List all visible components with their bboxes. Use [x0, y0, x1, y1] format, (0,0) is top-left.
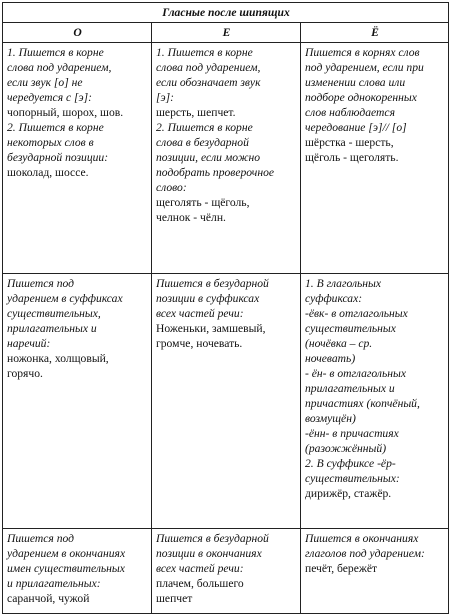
example-line: Ноженьки, замшевый, [156, 322, 266, 335]
cell-line: ночевать) [305, 352, 356, 365]
cell-yo-suffix [301, 274, 449, 529]
cell-o-ending [3, 529, 152, 614]
cell-line: подобрать проверочное [156, 166, 275, 179]
example-line: щёголь - щеголять. [305, 151, 399, 164]
example-line: челнок - чёлн. [156, 211, 226, 224]
table-row-root [3, 43, 449, 274]
column-header-e: Е [152, 23, 301, 43]
cell-line: изменении слова или [305, 76, 406, 89]
cell-line: существительных [305, 322, 396, 335]
cell-e-root [152, 43, 301, 274]
cell-line: Пишется в безударной [156, 277, 269, 290]
cell-line: Пишется под [7, 277, 75, 290]
cell-line: (ночёвка – ср. [305, 337, 373, 350]
cell-line: имен существительных [7, 562, 125, 575]
cell-line: - ён- в отглагольных [305, 367, 406, 380]
cell-line: Пишется в корнях слов [305, 46, 420, 59]
cell-line: позиции в суффиксах [156, 292, 260, 305]
cell-line: существительных, [7, 307, 101, 320]
example-line: громче, ночевать. [156, 337, 243, 350]
cell-line: 2. Пишется в корне [156, 121, 253, 134]
example-line: горячо. [7, 367, 43, 380]
example-line: шерсть, шепчет. [156, 106, 236, 119]
example-line: ножонка, холщовый, [7, 352, 109, 365]
cell-line: 1. Пишется в корне [7, 46, 104, 59]
example-line: дирижёр, стажёр. [305, 487, 392, 500]
cell-line: слово: [156, 181, 187, 194]
cell-line: Пишется в безударной [156, 532, 269, 545]
cell-o-suffix [3, 274, 152, 529]
cell-line: всех частей речи: [156, 307, 244, 320]
cell-line: -ёвк- в отглагольных [305, 307, 408, 320]
example-line: щеголять - щёголь, [156, 196, 250, 209]
example-line: печёт, бережёт [305, 562, 378, 575]
cell-line: [э]: [156, 91, 174, 104]
cell-line: и прилагательных: [7, 577, 101, 590]
cell-line: всех частей речи: [156, 562, 244, 575]
cell-line: слова под ударением, [7, 61, 112, 74]
column-header-yo: Ё [301, 23, 449, 43]
cell-yo-ending [301, 529, 449, 614]
cell-line: 1. Пишется в корне [156, 46, 253, 59]
example-line: чопорный, шорох, шов. [7, 106, 124, 119]
cell-o-root [3, 43, 152, 274]
cell-line: 2. В суффиксе -ёр- [305, 457, 396, 470]
cell-line: некоторых слов в [7, 136, 94, 149]
cell-line: наречий: [7, 337, 51, 350]
example-line: плачем, большего [156, 577, 244, 590]
cell-line: чередуется с [э]: [7, 91, 93, 104]
cell-line: прилагательных и [305, 382, 395, 395]
cell-line: под ударением, если при [305, 61, 424, 74]
example-line: шепчет [156, 592, 193, 605]
cell-line: позиции в окончаниях [156, 547, 262, 560]
cell-line: слов наблюдается [305, 106, 395, 119]
cell-line: слова в безударной [156, 136, 249, 149]
cell-line: 2. Пишется в корне [7, 121, 104, 134]
vowels-after-sibilants-table [2, 2, 449, 614]
cell-line: возмущён) [305, 412, 356, 425]
header-row [3, 23, 449, 43]
cell-line: если звук [о] не [7, 76, 83, 89]
title-row [3, 3, 449, 23]
cell-line: безударной позиции: [7, 151, 109, 164]
example-line: саранчой, чужой [7, 592, 90, 605]
cell-line: если обозначает звук [156, 76, 261, 89]
cell-line: слова под ударением, [156, 61, 261, 74]
table-row-suffix [3, 274, 449, 529]
cell-e-ending [152, 529, 301, 614]
cell-line: Пишется под [7, 532, 75, 545]
cell-line: причастиях (копчёный, [305, 397, 420, 410]
example-line: шёрстка - шерсть, [305, 136, 394, 149]
table-row-ending [3, 529, 449, 614]
table-title: Гласные после шипящих [3, 3, 449, 23]
cell-yo-root [301, 43, 449, 274]
cell-line: прилагательных и [7, 322, 97, 335]
cell-line: (разожжённый) [305, 442, 387, 455]
cell-e-suffix [152, 274, 301, 529]
cell-line: позиции, если можно [156, 151, 261, 164]
cell-line: Пишется в окончаниях [305, 532, 419, 545]
cell-line: существительных: [305, 472, 400, 485]
cell-line: глаголов под ударением: [305, 547, 425, 560]
cell-line: суффиксах: [305, 292, 363, 305]
cell-line: -ённ- в причастиях [305, 427, 399, 440]
column-header-o: О [3, 23, 152, 43]
example-line: шоколад, шоссе. [7, 166, 89, 179]
cell-line: ударением в окончаниях [7, 547, 126, 560]
cell-line: чередование [э]// [о] [305, 121, 407, 134]
cell-line: 1. В глагольных [305, 277, 382, 290]
cell-line: ударением в суффиксах [7, 292, 123, 305]
cell-line: подборе однокоренных [305, 91, 417, 104]
